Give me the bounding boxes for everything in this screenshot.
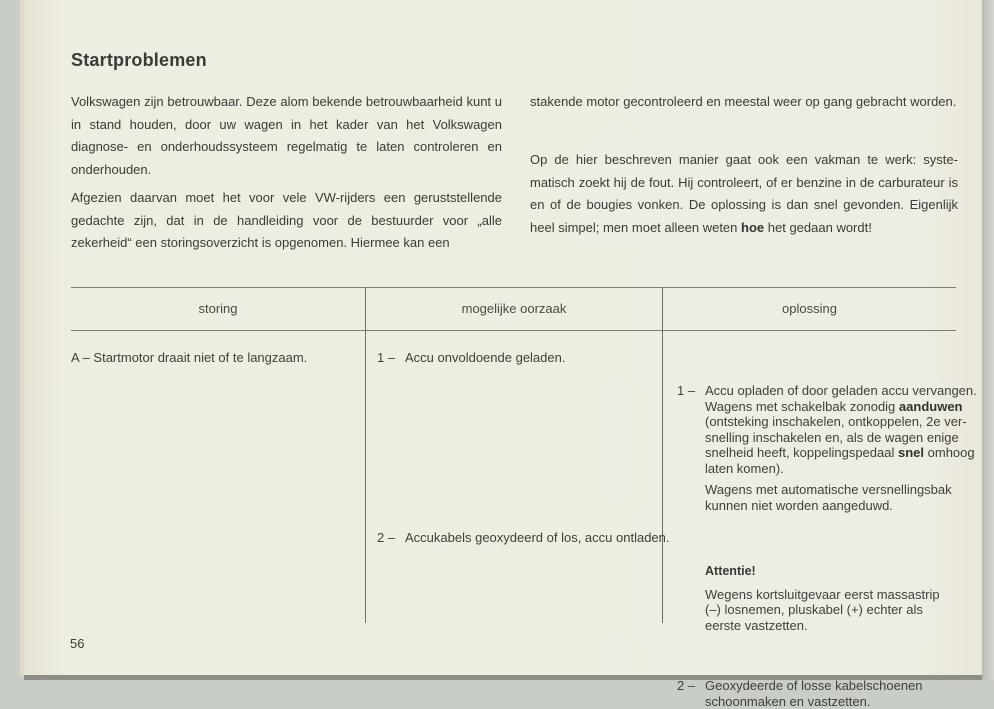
attention-title: Attentie!: [705, 564, 756, 578]
cause-2-number: 2 –: [377, 529, 396, 545]
solution-1-bold-a: aanduwen: [898, 398, 963, 414]
page-number: 56: [70, 636, 85, 651]
solution-2: [677, 678, 985, 709]
cause-2-text: Accukabels geoxydeerd of los, accu ontladen.: [405, 529, 670, 545]
solution-1-text-c: omhoog laten komen).: [705, 445, 975, 476]
header-oplossing: oplossing: [782, 301, 837, 316]
cause-1-text: Accu onvoldoende geladen.: [405, 350, 566, 365]
solution-1-text-a: Accu opladen of door geladen accu vervangen. Wagens met schakelbak zonodig: [705, 383, 977, 414]
cause-1-number: 1 –: [377, 350, 396, 365]
header-storing: storing: [198, 301, 238, 316]
cause-1: [377, 350, 685, 366]
p4-text-a: Op de hier beschreven manier gaat ook een vakman te werk: systematisch zoekt hij de fout. Hij controleert, of er benzine in de carburateur is en of de bougies vonken. De oplossing is dan snel gevonden. Eigenlijk heel simpel; men moet alleen weten: [530, 152, 958, 235]
table-top-rule: [71, 287, 956, 288]
solution-1-text: [705, 383, 985, 476]
storing-cell: A – Startmotor draait niet of te langzaam.: [71, 350, 308, 365]
p4-text-b: het gedaan wordt!: [767, 219, 872, 235]
solution-1: [677, 383, 985, 513]
table-header-rule: [71, 330, 956, 331]
solution-1-note: Wagens met automatische versnellingsbak kunnen niet worden aangeduwd.: [705, 482, 952, 513]
intro-paragraph-2: Afgezien daarvan moet het voor vele VW-rijders een geruststellende gedachte zijn, dat in de handleiding voor de bestuurder voor „alle zekerheid“ een storingsoverzicht is opgenomen. Hiermee kan een: [71, 190, 502, 250]
intro-paragraph-1: Volkswagen zijn betrouwbaar. Deze alom bekende betrouwbaarheid kunt u in stand houden, door uw wagen in het kader van het Volkswagen diagnose- en onderhoudssysteem regelmatig te laten controleren en onderhouden.: [71, 94, 502, 177]
column-divider-1: [365, 287, 366, 623]
solution-1-text-b: (ontsteking inschakelen, ontkoppelen, 2e versnelling inschakelen en, als de wagen enige snelheid heeft, koppelingspedaal: [705, 414, 967, 460]
header-oorzaak: mogelijke oorzaak: [461, 301, 567, 316]
solution-2-text: Geoxydeerde of losse kabelschoenen schoonmaken en vastzetten.: [705, 678, 923, 709]
page-title: Startproblemen: [71, 50, 207, 70]
cause-2: [377, 530, 685, 546]
solution-2-number: 2 –: [677, 678, 696, 693]
intro-paragraph-3: stakende motor gecontroleerd en meestal weer op gang gebracht worden.: [530, 94, 957, 109]
solution-1-bold-b: snel: [898, 445, 925, 460]
intro-paragraph-4: [530, 149, 958, 239]
attention-text: Wegens kortsluitgevaar eerst massastrip (–) losnemen, pluskabel (+) echter als eerste vastzetten.: [705, 586, 940, 633]
solution-1-number: 1 –: [677, 383, 696, 398]
attention-note: [705, 564, 957, 633]
column-divider-2: [662, 287, 663, 623]
p4-bold: hoe: [741, 219, 765, 235]
binding-shadow: [982, 0, 994, 680]
